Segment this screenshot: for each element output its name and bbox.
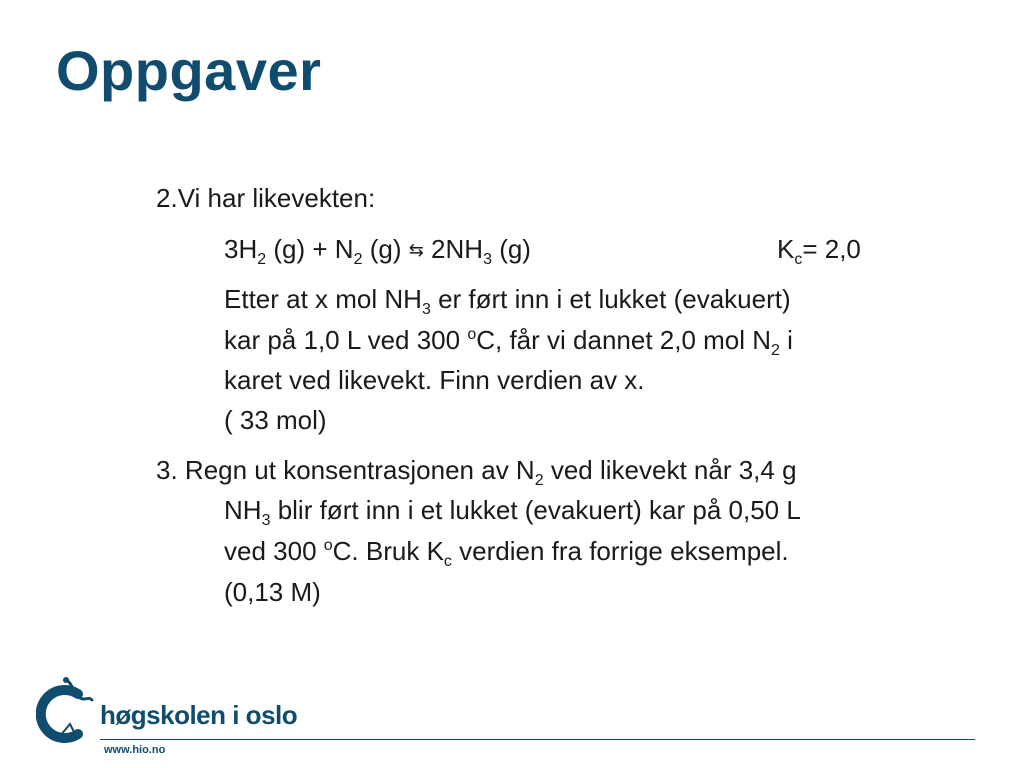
text: ved likevekt når 3,4 g	[543, 455, 797, 485]
text: blir ført inn i et lukket (evakuert) kar på 0,50 L	[270, 495, 801, 525]
text: C. Bruk K	[332, 536, 444, 566]
footer-divider	[100, 739, 975, 740]
task2-answer: ( 33 mol)	[224, 405, 327, 435]
task2-intro: Vi har likevekten:	[177, 183, 376, 213]
superscript: o	[467, 326, 477, 343]
text: verdien fra forrige eksempel.	[451, 536, 789, 566]
task3-line1	[156, 450, 797, 490]
eq-nh3: 2NH	[423, 234, 484, 264]
subscript: 2	[771, 342, 780, 359]
text: Etter at x mol NH	[224, 284, 422, 314]
superscript: o	[323, 537, 333, 554]
eq-n2: (g) + N	[266, 234, 354, 264]
text: i	[779, 325, 793, 355]
subscript: 3	[261, 512, 271, 529]
subscript: c	[443, 553, 452, 570]
kc-value: = 2,0	[802, 234, 861, 264]
task2-line2	[224, 320, 793, 360]
logo-text: høgskolen i oslo	[100, 700, 298, 730]
text: NH	[224, 495, 262, 525]
hio-logo-icon	[36, 676, 96, 748]
subscript: 3	[421, 301, 431, 318]
kc-sub: c	[794, 251, 803, 268]
eq-n2-sub: 2	[353, 251, 363, 268]
eq-nh3-sub: 3	[483, 251, 492, 268]
equilibrium-arrow-icon: ⇆	[408, 240, 424, 260]
eq-h2: 3H	[224, 234, 258, 264]
task3-number: 3.	[156, 455, 178, 485]
task3-answer: (0,13 M)	[224, 577, 321, 607]
task3-line2	[224, 490, 801, 530]
task2-line1	[224, 279, 791, 319]
eq-g2: (g)	[491, 234, 531, 264]
subscript: 2	[534, 472, 544, 489]
text: kar på 1,0 L ved 300	[224, 325, 468, 355]
task2-equation	[224, 229, 531, 270]
slide-title: Oppgaver	[56, 39, 322, 102]
eq-g: (g)	[362, 234, 409, 264]
text: C, får vi dannet 2,0 mol N	[476, 325, 772, 355]
footer-url[interactable]: www.hio.no	[104, 744, 166, 756]
text: Regn ut konsentrasjonen av N	[184, 455, 535, 485]
task2-line3: karet ved likevekt. Finn verdien av x.	[224, 365, 645, 395]
text: er ført inn i et lukket (evakuert)	[430, 284, 791, 314]
kc-k: K	[777, 234, 795, 264]
task2-intro-line	[156, 178, 375, 218]
task2-kc	[777, 229, 861, 269]
text: ved 300	[224, 536, 324, 566]
task2-number: 2.	[156, 183, 178, 213]
task3-line3	[224, 531, 789, 571]
eq-h2-sub: 2	[257, 251, 267, 268]
